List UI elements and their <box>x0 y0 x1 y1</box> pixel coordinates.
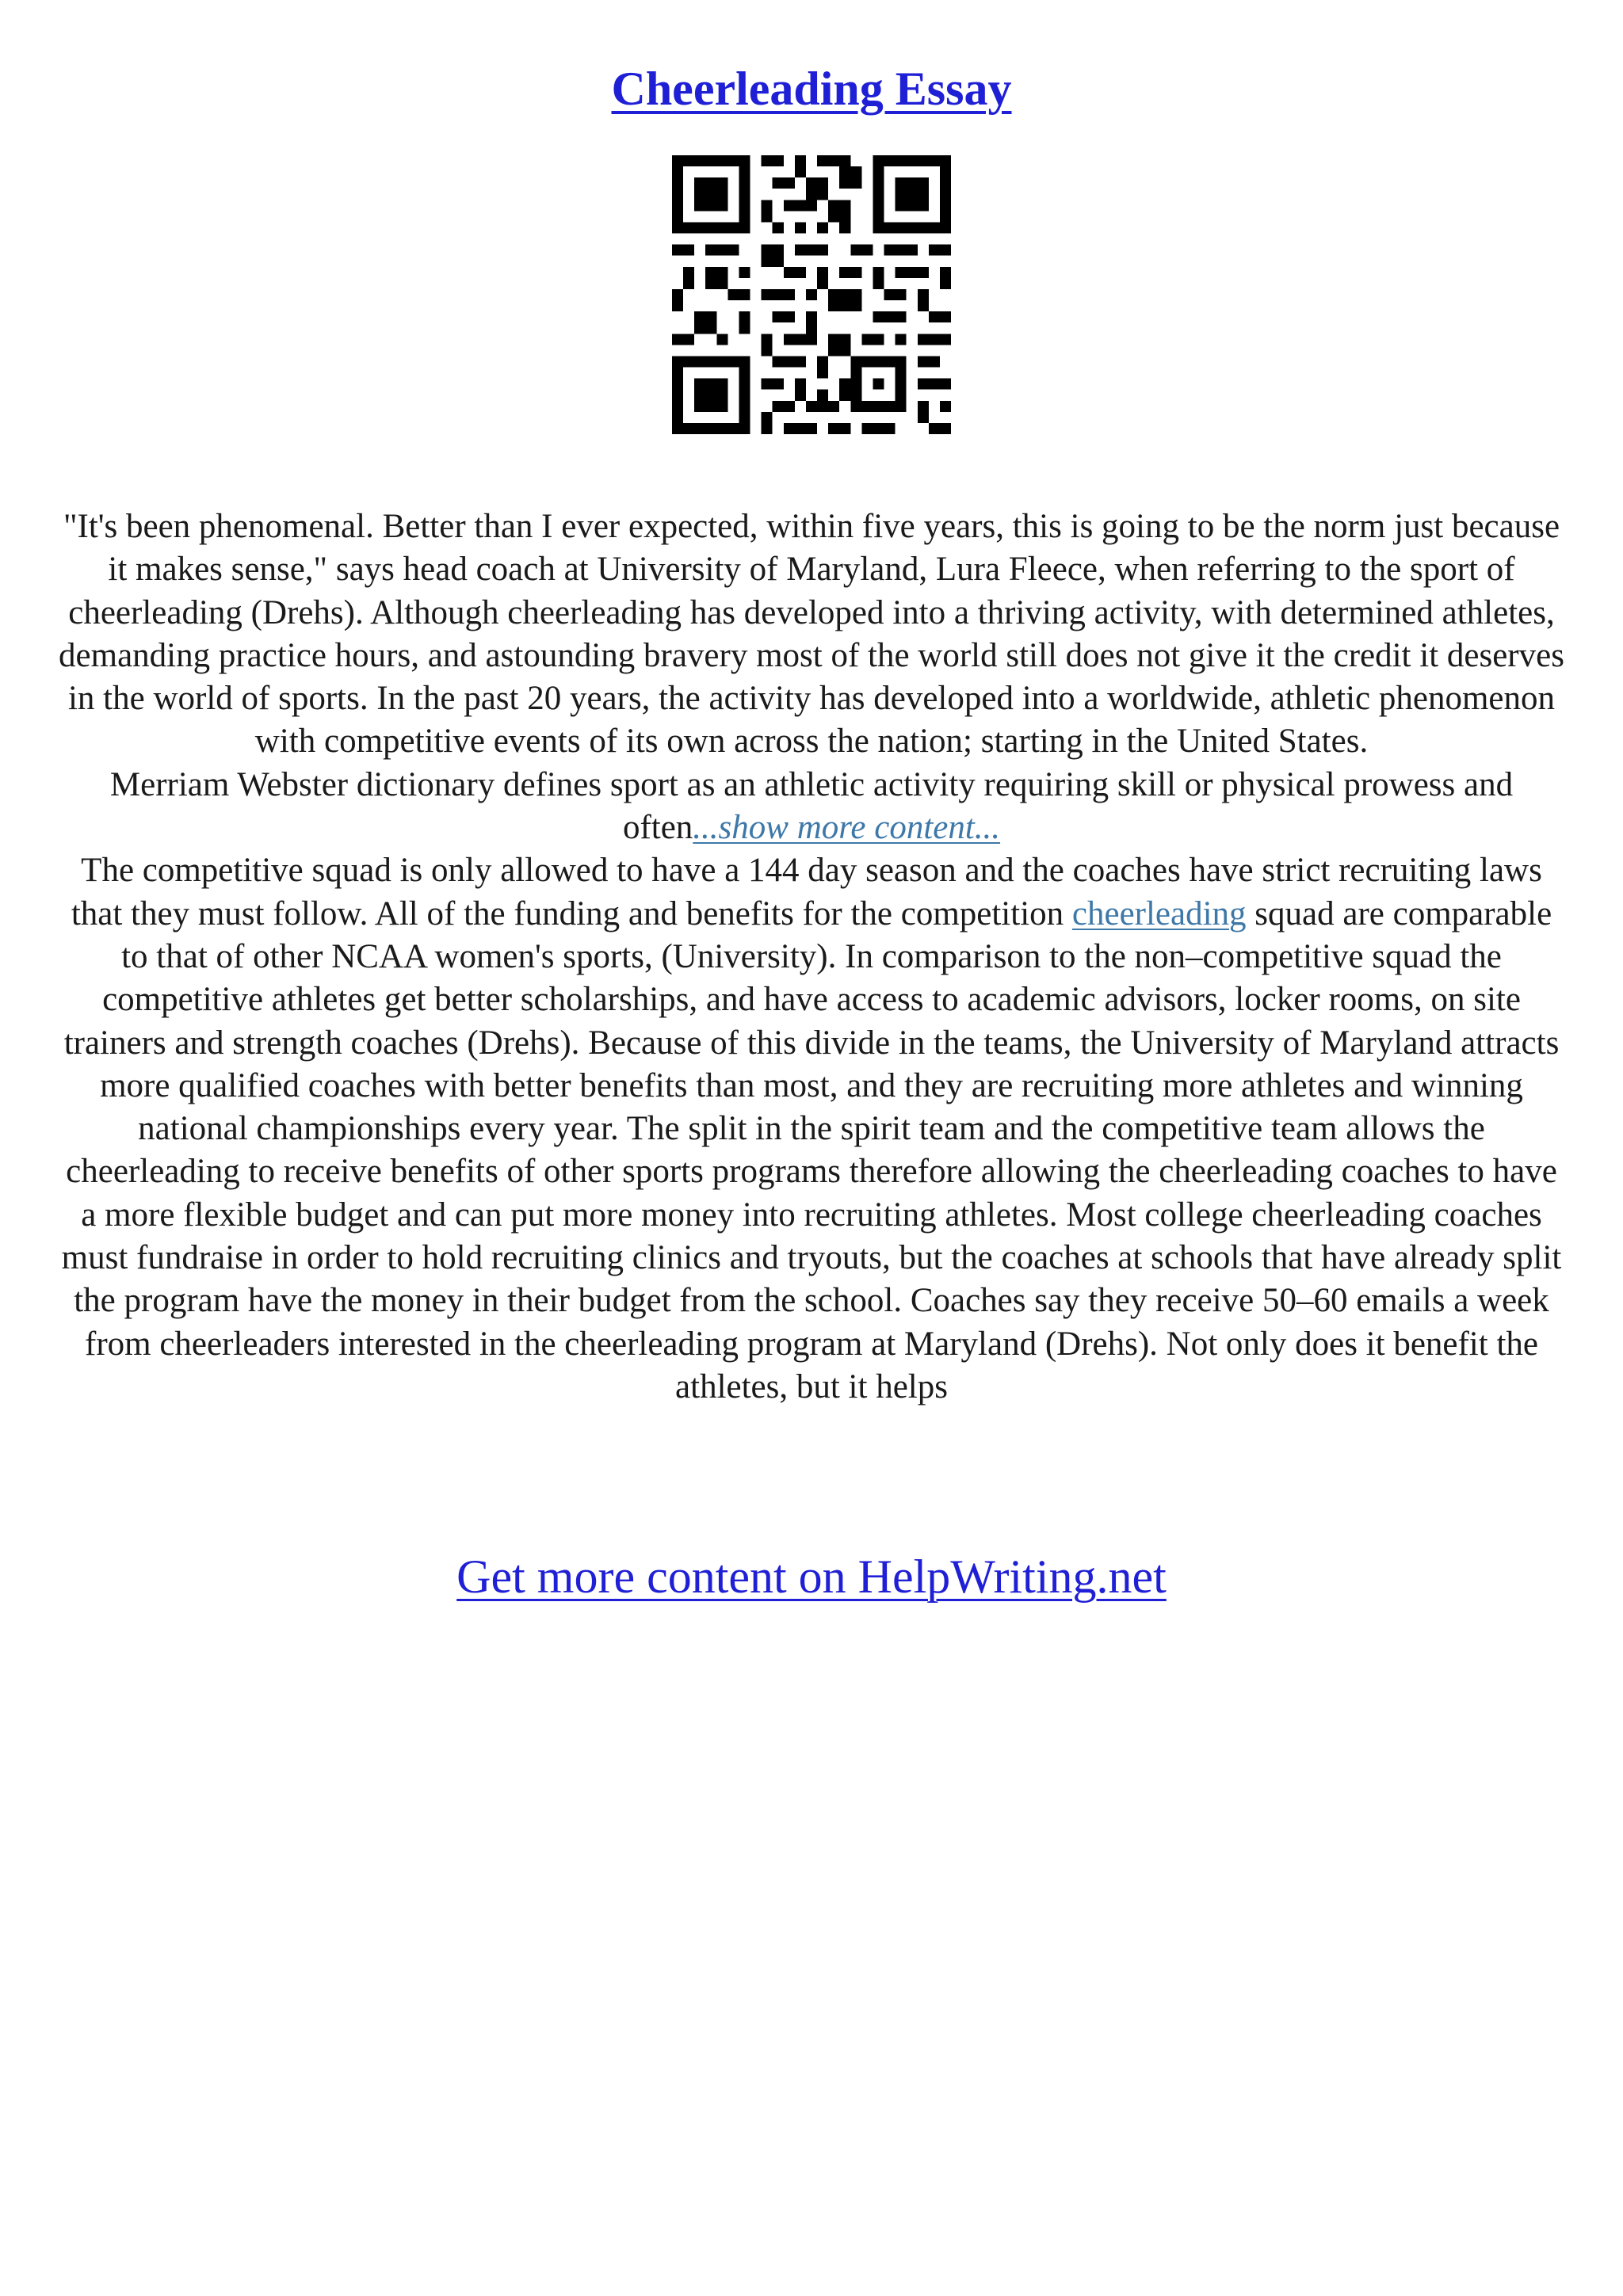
essay-body <box>55 505 1568 1409</box>
paragraph-1: "It's been phenomenal. Better than I ever expected, within five years, this is going to be the norm just because it makes sense," says head coach at University of Maryland, Lura Fleece, when referring to the sport of cheerleading (Drehs). Although cheerleading has developed into a thriving activity, with determined athletes, demanding practice hours, and astounding bravery most of the world still does not give it the credit it deserves in the world of sports. In the past 20 years, the activity has developed into a worldwide, athletic phenomenon with competitive events of its own across the nation; starting in the United States. <box>59 508 1564 761</box>
footer <box>0 1545 1623 1608</box>
paragraph-3-text-before: The competitive squad is only allowed to have a 144 day season and the coaches have strict recruiting laws that they must follow. All of the funding and benefits for the competition <box>71 852 1542 933</box>
paragraph-3 <box>55 849 1568 1409</box>
paragraph-2 <box>55 764 1568 850</box>
qr-code-icon <box>672 155 951 434</box>
paragraph-3-text-after: squad are comparable to that of other NCAA women's sports, (University). In comparison to the non–competitive squad the competitive athletes get better scholarships, and have access to academic advisors, locker rooms, on site trainers and strength coaches (Drehs). Because of this divide in the teams, the University of Maryland attracts more qualified coaches with better benefits than most, and they are recruiting more athletes and winning national championships every year. The split in the spirit team and the competitive team allows the cheerleading to receive benefits of other sports programs therefore allowing the cheerleading coaches to have a more flexible budget and can put more money into recruiting athletes. Most college cheerleading coaches must fundraise in order to hold recruiting clinics and tryouts, but the coaches at schools that have already split the program have the money in their budget from the school. Coaches say they receive 50–60 emails a week from cheerleaders interested in the cheerleading program at Maryland (Drehs). Not only does it benefit the athletes, but it helps <box>61 894 1562 1405</box>
helpwriting-link[interactable]: Get more content on HelpWriting.net <box>456 1550 1167 1603</box>
show-more-link[interactable]: ...show more content... <box>693 809 1001 847</box>
title-link[interactable]: Cheerleading Essay <box>611 63 1012 115</box>
cheerleading-link[interactable]: cheerleading <box>1071 894 1247 933</box>
paragraph-2-text: Merriam Webster dictionary defines sport as an athletic activity requiring skill or physical prowess and often <box>109 765 1514 847</box>
document-title <box>0 57 1623 120</box>
